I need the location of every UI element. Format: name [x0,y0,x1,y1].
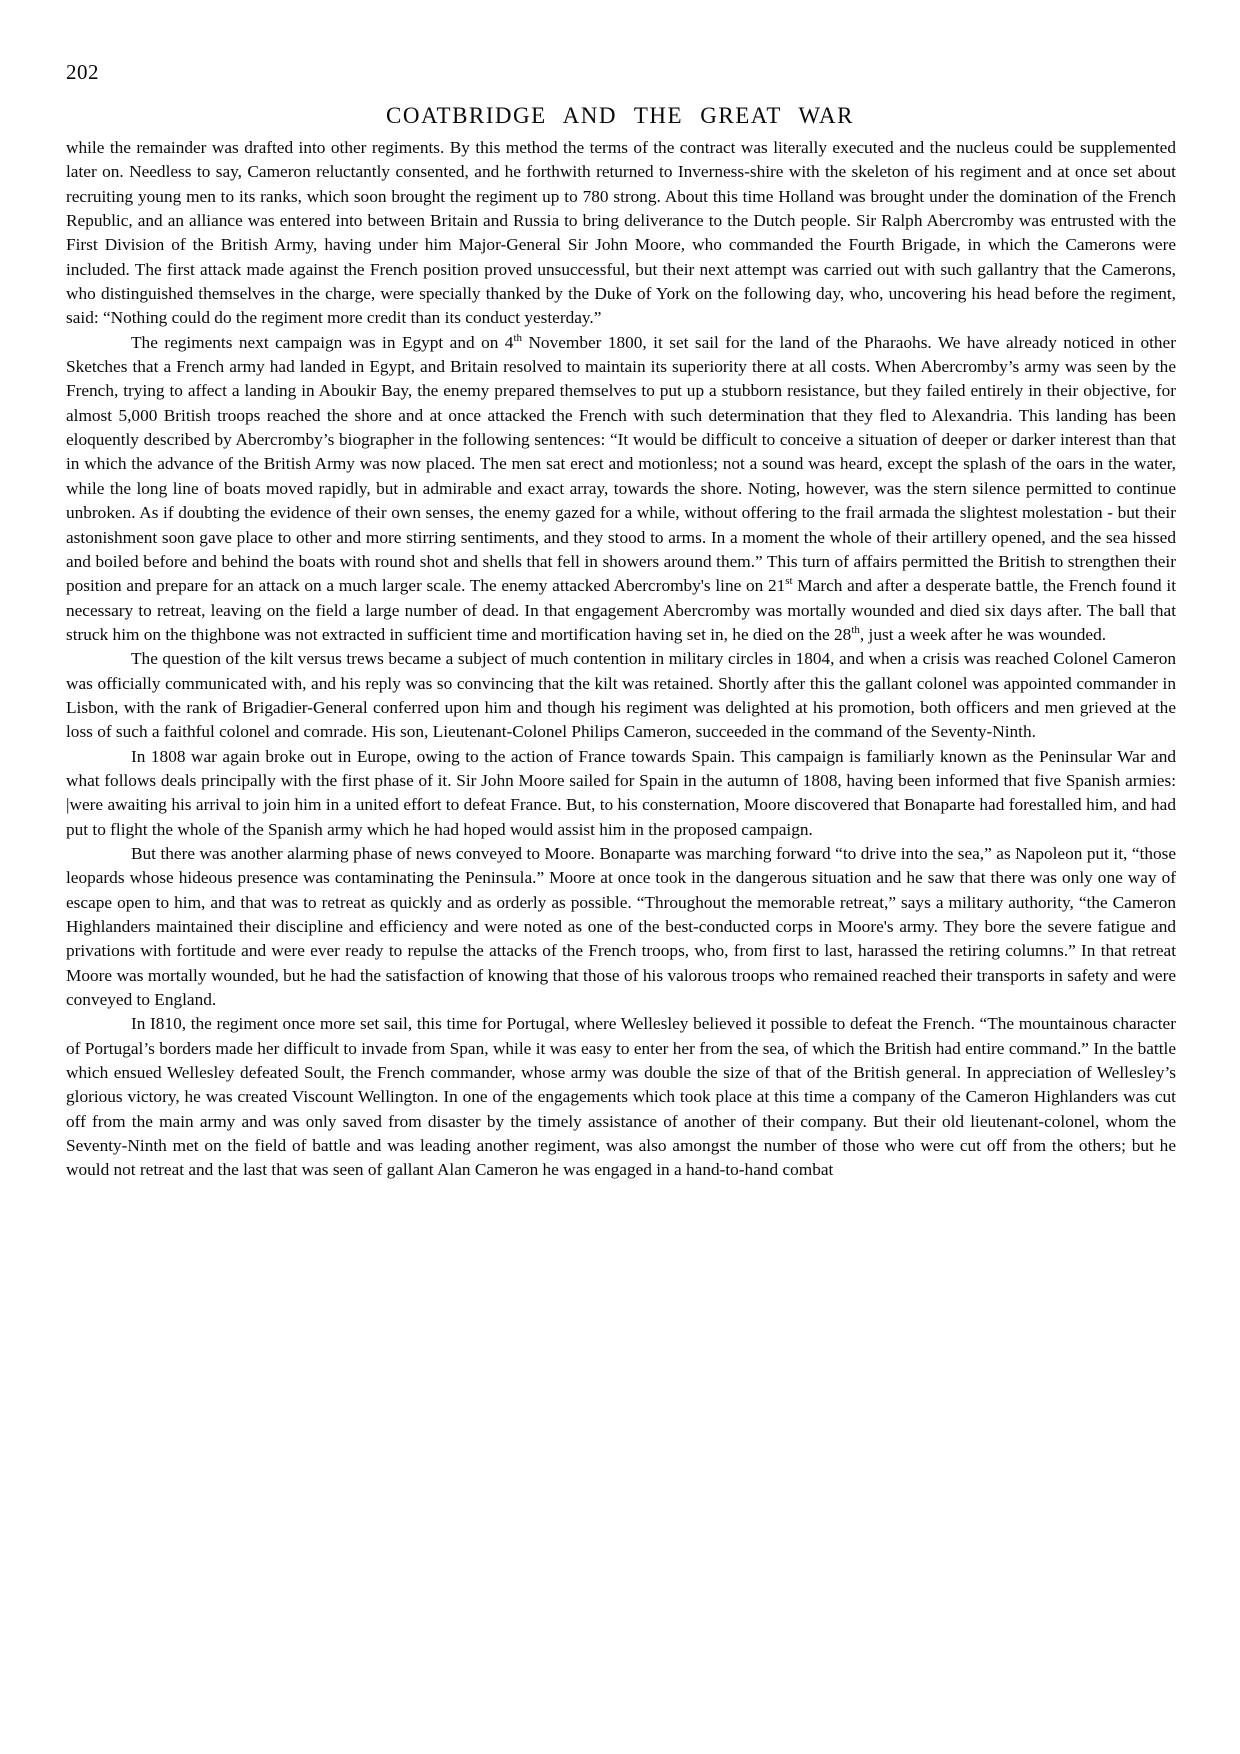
superscript: th [513,331,522,344]
superscript: th [851,624,860,637]
text-run: In 1808 war again broke out in Europe, owing to the action of France towards Spain. This campaign is familiarly known as the Peninsular War and what follows deals principally with the first phase of it. Sir John Moore sailed for Spain in the autumn of 1808, having been informed that five Spanish armies: |were awaiting his arrival to join him in a united effort to defeat France. But, to his consternation, Moore discovered that Bonaparte had forestalled him, and had put to flight the whole of the Spanish army which he had hoped would assist him in the proposed campaign. [66,746,1176,839]
superscript: st [785,575,793,588]
text-run: March and after a desperate battle, the French found it necessary to retreat, leaving on the field a large number of dead. In that engagement Abercromby was mortally wounded and died six days after. The ball that struck him on the thighbone was not extracted in sufficient time and mortification having set in, he died on the 28 [66,576,1177,644]
body-paragraph [66,1012,1176,1182]
body-paragraph [66,136,1176,331]
body-paragraph [66,331,1176,647]
text-run: But there was another alarming phase of news conveyed to Moore. Bonaparte was marching forward “to drive into the sea,” as Napoleon put it, “those leopards whose hideous presence was contaminating the Peninsula.” Moore at once took in the dangerous situation and he saw that there was only one way of escape open to him, and that was to retreat as quickly and as orderly as possible. “Throughout the memorable retreat,” says a military authority, “the Cameron Highlanders maintained their discipline and efficiency and were noted as one of the best-conducted corps in Moore's army. They bore the severe fatigue and privations with fortitude and were ever ready to repulse the attacks of the French troops, who, from first to last, harassed the retiring columns.” In that retreat Moore was mortally wounded, but he had the satisfaction of knowing that those of his valorous troops who remained reached their transports in safety and were conveyed to England. [66,843,1176,1010]
body-paragraph [66,647,1176,744]
text-run: The regiments next campaign was in Egypt and on 4 [131,332,514,352]
body-paragraph [66,842,1176,1012]
page-title: COATBRIDGE AND THE GREAT WAR [386,103,854,129]
body-paragraph [66,745,1176,842]
body-text [66,136,1176,1183]
text-run: while the remainder was drafted into other regiments. By this method the terms of the contract was literally executed and the nucleus could be supplemented later on. Needless to say, Cameron reluctantly consented, and he forthwith returned to Inverness-shire with the skeleton of his regiment and at once set about recruiting young men to its ranks, which soon brought the regiment up to 780 strong. About this time Holland was brought under the domination of the French Republic, and an alliance was entered into between Britain and Russia to bring deliverance to the Dutch people. Sir Ralph Abercromby was entrusted with the First Division of the British Army, having under him Major-General Sir John Moore, who commanded the Fourth Brigade, in which the Camerons were included. The first attack made against the French position proved unsuccessful, but their next attempt was carried out with such gallantry that the Camerons, who distinguished themselves in the charge, were specially thanked by the Duke of York on the following day, who, uncovering his head before the regiment, said: “Nothing could do the regiment more credit than its conduct yesterday.” [66,138,1176,328]
text-run: November 1800, it set sail for the land of the Pharaohs. We have already noticed in other Sketches that a French army had landed in Egypt, and Britain resolved to maintain its superiority there at all costs. When Abercromby’s army was seen by the French, trying to affect a landing in Aboukir Bay, the enemy prepared themselves to put up a stubborn resistance, but they failed entirely in their objective, for almost 5,000 British troops reached the shore and at once attacked the French with such determination that they fled to Alexandria. This landing has been eloquently described by Abercromby’s biographer in the following sentences: “It would be difficult to conceive a situation of deeper or darker interest than that in which the advance of the British Army was now placed. The men sat erect and motionless; not a sound was heard, except the splash of the oars in the water, while the long line of boats moved rapidly, but in admirable and exact array, towards the shore. Noting, however, was the stern silence permitted to continue unbroken. As if doubting the evidence of their own senses, the enemy gazed for a while, without offering to the frail armada the slightest molestation - but their astonishment soon gave place to other and more stirring sentiments, and they stood to arms. In a moment the whole of their artillery opened, and the sea hissed and boiled before and behind the boats with round shot and shells that fell in showers around them.” This turn of affairs permitted the British to strengthen their position and prepare for an attack on a much larger scale. The enemy attacked Abercromby's line on 21 [66,332,1176,596]
text-run: , just a week after he was wounded. [859,624,1107,644]
text-run: The question of the kilt versus trews became a subject of much contention in military circles in 1804, and when a crisis was reached Colonel Cameron was officially communicated with, and his reply was so convincing that the kilt was retained. Shortly after this the gallant colonel was appointed commander in Lisbon, with the rank of Brigadier-General conferred upon him and though his regiment was delighted at his promotion, both officers and men grieved at the loss of such a faithful colonel and comrade. His son, Lieutenant-Colonel Philips Cameron, succeeded in the command of the Seventy-Ninth. [66,649,1176,742]
page-number: 202 [66,60,99,84]
text-run: In I810, the regiment once more set sail, this time for Portugal, where Wellesley believed it possible to defeat the French. “The mountainous character of Portugal’s borders made her difficult to invade from Span, while it was easy to enter her from the sea, of which the British had entire command.” In the battle which ensued Wellesley defeated Soult, the French commander, whose army was double the size of that of the British general. In appreciation of Wellesley’s glorious victory, he was created Viscount Wellington. In one of the engagements which took place at this time a company of the Cameron Highlanders was cut off from the main army and was only saved from disaster by the timely assistance of another of their company. But their old lieutenant-colonel, whom the Seventy-Ninth met on the field of battle and was leading another regiment, was also amongst the number of those who were cut off from the others; but he would not retreat and the last that was seen of gallant Alan Cameron he was engaged in a hand-to-hand combat [66,1014,1176,1180]
